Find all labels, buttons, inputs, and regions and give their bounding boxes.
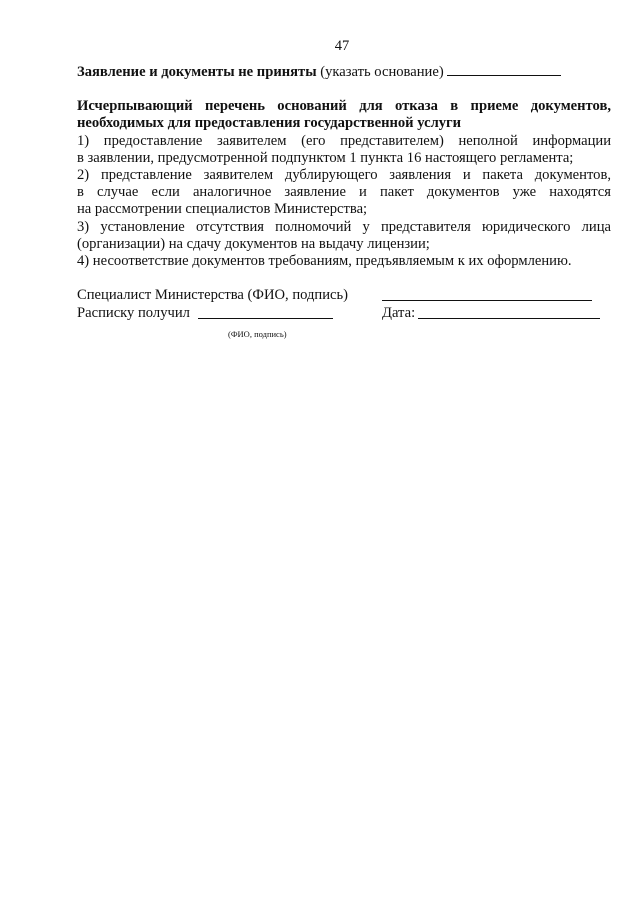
not-accepted-bold: Заявление и документы не приняты: [77, 64, 317, 80]
specialist-label: Специалист Министерства (ФИО, подпись): [77, 287, 349, 303]
receipt-signature-line: [198, 318, 333, 319]
ground-item-1-line2: в заявлении, предусмотренной подпунктом 1 пункта 16 настоящего регламента;: [77, 150, 574, 166]
grounds-heading-line2: необходимых для предоставления государственной услуги: [77, 115, 462, 131]
page-number: 47: [334, 38, 350, 54]
specialist-signature-line: [382, 300, 592, 301]
ground-item-3-line2: (организации) на сдачу документов на выдачу лицензии;: [77, 236, 430, 252]
ground-item-2-line1: 2) представление заявителем дублирующего заявления и пакета документов,: [77, 167, 611, 183]
ground-item-2-line3: на рассмотрении специалистов Министерства;: [77, 201, 368, 217]
fio-signature-caption: (ФИО, подпись): [228, 329, 287, 339]
grounds-heading-line1: Исчерпывающий перечень оснований для отказа в приеме документов,: [77, 98, 611, 114]
reason-blank-line: [447, 62, 561, 76]
receipt-label: Расписку получил: [77, 305, 190, 321]
date-line: [418, 318, 600, 319]
ground-item-4-line1: 4) несоответствие документов требованиям, предъявляемым к их оформлению.: [77, 253, 572, 269]
not-accepted-line: [77, 62, 611, 81]
ground-item-1-line1: 1) предоставление заявителем (его представителем) неполной информации: [77, 133, 611, 149]
ground-item-3-line1: 3) установление отсутствия полномочий у представителя юридического лица: [77, 219, 611, 235]
date-label: Дата:: [382, 305, 416, 321]
ground-item-2-line2: в случае если аналогичное заявление и пакет документов уже находятся: [77, 184, 611, 200]
not-accepted-rest: (указать основание): [316, 64, 448, 80]
